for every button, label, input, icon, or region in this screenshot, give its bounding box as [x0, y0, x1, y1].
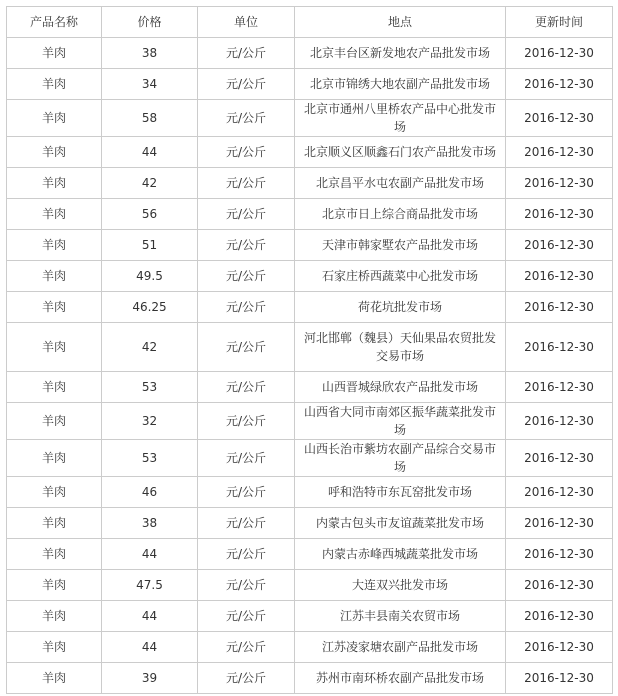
- cell-product-name: 羊肉: [7, 137, 102, 168]
- cell-update-time: 2016-12-30: [506, 230, 613, 261]
- table-row: [7, 372, 613, 403]
- cell-location: 北京丰台区新发地农产品批发市场: [295, 38, 506, 69]
- cell-unit: 元/公斤: [198, 323, 295, 372]
- cell-price: 47.5: [102, 570, 198, 601]
- table-row: [7, 261, 613, 292]
- cell-product-name: 羊肉: [7, 372, 102, 403]
- cell-product-name: 羊肉: [7, 69, 102, 100]
- cell-unit: 元/公斤: [198, 168, 295, 199]
- header-price: 价格: [102, 7, 198, 38]
- cell-price: 53: [102, 372, 198, 403]
- cell-update-time: 2016-12-30: [506, 632, 613, 663]
- table-header: [7, 7, 613, 38]
- cell-location: 苏州市南环桥农副产品批发市场: [295, 663, 506, 694]
- table-row: [7, 570, 613, 601]
- table-row: [7, 323, 613, 372]
- cell-unit: 元/公斤: [198, 261, 295, 292]
- cell-location: 呼和浩特市东瓦窑批发市场: [295, 477, 506, 508]
- cell-price: 42: [102, 323, 198, 372]
- cell-update-time: 2016-12-30: [506, 570, 613, 601]
- cell-update-time: 2016-12-30: [506, 508, 613, 539]
- header-location: 地点: [295, 7, 506, 38]
- table-row: [7, 199, 613, 230]
- cell-unit: 元/公斤: [198, 632, 295, 663]
- cell-product-name: 羊肉: [7, 100, 102, 137]
- table-row: [7, 663, 613, 694]
- cell-price: 46.25: [102, 292, 198, 323]
- cell-update-time: 2016-12-30: [506, 539, 613, 570]
- table-row: [7, 38, 613, 69]
- cell-price: 44: [102, 632, 198, 663]
- table-row: [7, 292, 613, 323]
- cell-location: 石家庄桥西蔬菜中心批发市场: [295, 261, 506, 292]
- cell-unit: 元/公斤: [198, 372, 295, 403]
- table-row: [7, 601, 613, 632]
- table-body: [7, 38, 613, 694]
- cell-location: 北京顺义区顺鑫石门农产品批发市场: [295, 137, 506, 168]
- table-row: [7, 440, 613, 477]
- cell-price: 38: [102, 38, 198, 69]
- table-row: [7, 168, 613, 199]
- cell-unit: 元/公斤: [198, 663, 295, 694]
- cell-product-name: 羊肉: [7, 477, 102, 508]
- cell-location: 北京市通州八里桥农产品中心批发市场: [295, 100, 506, 137]
- cell-price: 39: [102, 663, 198, 694]
- cell-price: 51: [102, 230, 198, 261]
- cell-price: 32: [102, 403, 198, 440]
- header-unit: 单位: [198, 7, 295, 38]
- cell-unit: 元/公斤: [198, 440, 295, 477]
- cell-price: 44: [102, 601, 198, 632]
- cell-unit: 元/公斤: [198, 38, 295, 69]
- cell-location: 内蒙古包头市友谊蔬菜批发市场: [295, 508, 506, 539]
- table-row: [7, 403, 613, 440]
- table-row: [7, 508, 613, 539]
- cell-update-time: 2016-12-30: [506, 137, 613, 168]
- table-row: [7, 632, 613, 663]
- cell-unit: 元/公斤: [198, 601, 295, 632]
- cell-unit: 元/公斤: [198, 137, 295, 168]
- cell-update-time: 2016-12-30: [506, 100, 613, 137]
- cell-product-name: 羊肉: [7, 570, 102, 601]
- cell-product-name: 羊肉: [7, 38, 102, 69]
- cell-update-time: 2016-12-30: [506, 199, 613, 230]
- cell-location: 河北邯郸（魏县）天仙果品农贸批发交易市场: [295, 323, 506, 372]
- cell-price: 42: [102, 168, 198, 199]
- cell-update-time: 2016-12-30: [506, 440, 613, 477]
- cell-update-time: 2016-12-30: [506, 477, 613, 508]
- cell-product-name: 羊肉: [7, 663, 102, 694]
- cell-price: 53: [102, 440, 198, 477]
- cell-update-time: 2016-12-30: [506, 292, 613, 323]
- cell-price: 44: [102, 539, 198, 570]
- cell-unit: 元/公斤: [198, 539, 295, 570]
- cell-location: 山西晋城绿欣农产品批发市场: [295, 372, 506, 403]
- cell-location: 北京市日上综合商品批发市场: [295, 199, 506, 230]
- cell-location: 北京市锦绣大地农副产品批发市场: [295, 69, 506, 100]
- cell-update-time: 2016-12-30: [506, 663, 613, 694]
- cell-price: 44: [102, 137, 198, 168]
- cell-unit: 元/公斤: [198, 69, 295, 100]
- cell-unit: 元/公斤: [198, 477, 295, 508]
- cell-unit: 元/公斤: [198, 292, 295, 323]
- cell-unit: 元/公斤: [198, 100, 295, 137]
- cell-location: 江苏凌家塘农副产品批发市场: [295, 632, 506, 663]
- cell-price: 38: [102, 508, 198, 539]
- cell-location: 大连双兴批发市场: [295, 570, 506, 601]
- cell-unit: 元/公斤: [198, 230, 295, 261]
- cell-location: 江苏丰县南关农贸市场: [295, 601, 506, 632]
- cell-unit: 元/公斤: [198, 570, 295, 601]
- cell-unit: 元/公斤: [198, 199, 295, 230]
- cell-update-time: 2016-12-30: [506, 261, 613, 292]
- cell-product-name: 羊肉: [7, 199, 102, 230]
- header-update-time: 更新时间: [506, 7, 613, 38]
- table-row: [7, 230, 613, 261]
- cell-update-time: 2016-12-30: [506, 38, 613, 69]
- cell-product-name: 羊肉: [7, 261, 102, 292]
- cell-price: 56: [102, 199, 198, 230]
- price-table: [6, 6, 613, 694]
- cell-location: 山西长治市紫坊农副产品综合交易市场: [295, 440, 506, 477]
- table-row: [7, 477, 613, 508]
- table-row: [7, 69, 613, 100]
- cell-product-name: 羊肉: [7, 323, 102, 372]
- cell-location: 荷花坑批发市场: [295, 292, 506, 323]
- cell-price: 46: [102, 477, 198, 508]
- cell-price: 58: [102, 100, 198, 137]
- cell-location: 内蒙古赤峰西城蔬菜批发市场: [295, 539, 506, 570]
- cell-product-name: 羊肉: [7, 230, 102, 261]
- cell-update-time: 2016-12-30: [506, 168, 613, 199]
- cell-update-time: 2016-12-30: [506, 601, 613, 632]
- cell-unit: 元/公斤: [198, 403, 295, 440]
- cell-update-time: 2016-12-30: [506, 69, 613, 100]
- cell-unit: 元/公斤: [198, 508, 295, 539]
- table-row: [7, 100, 613, 137]
- cell-product-name: 羊肉: [7, 440, 102, 477]
- cell-price: 34: [102, 69, 198, 100]
- cell-product-name: 羊肉: [7, 292, 102, 323]
- cell-product-name: 羊肉: [7, 508, 102, 539]
- cell-location: 天津市韩家墅农产品批发市场: [295, 230, 506, 261]
- header-row: [7, 7, 613, 38]
- cell-product-name: 羊肉: [7, 601, 102, 632]
- cell-update-time: 2016-12-30: [506, 403, 613, 440]
- cell-update-time: 2016-12-30: [506, 372, 613, 403]
- cell-location: 山西省大同市南郊区振华蔬菜批发市场: [295, 403, 506, 440]
- cell-update-time: 2016-12-30: [506, 323, 613, 372]
- table-row: [7, 539, 613, 570]
- cell-product-name: 羊肉: [7, 632, 102, 663]
- cell-product-name: 羊肉: [7, 403, 102, 440]
- table-row: [7, 137, 613, 168]
- cell-product-name: 羊肉: [7, 168, 102, 199]
- cell-price: 49.5: [102, 261, 198, 292]
- cell-product-name: 羊肉: [7, 539, 102, 570]
- header-product-name: 产品名称: [7, 7, 102, 38]
- cell-location: 北京昌平水屯农副产品批发市场: [295, 168, 506, 199]
